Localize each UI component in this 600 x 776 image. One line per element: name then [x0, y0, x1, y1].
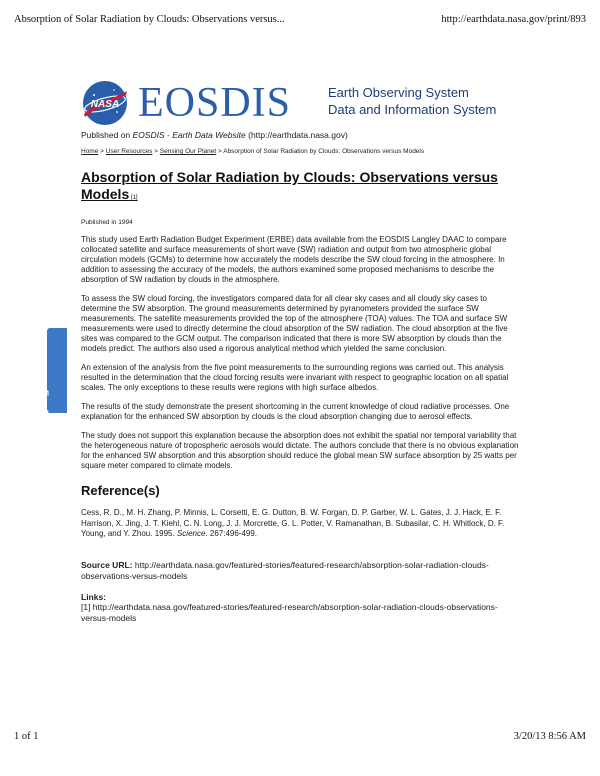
published-on: Published on EOSDIS - Earth Data Website (http://earthdata.nasa.gov) [81, 130, 348, 140]
paragraph-1: This study used Earth Radiation Budget Experiment (ERBE) data available from the EOSDIS Langley DAAC to compare collocated satellite and surface measurements of short wave (SW) radiation and output from two atmospheric global circulation models (GCMs) to determine how accurately the models describe the SW cloud forcing in the atmosphere. In addition to assessing the accuracy of the models, the authors examined some proposed mechanisms to describe the absorption of SW radiation by clouds in the atmosphere. [81, 235, 507, 284]
site-url-link[interactable]: http://earthdata.nasa.gov [250, 130, 345, 140]
citation: Cess, R. D., M. H. Zhang, P. Minnis, L. Corsetti, E. G. Dutton, B. W. Forgan, D. P. Garber, W. L. Gates, J. J. Hack, E. F. Harrison, X. Jing, J. T. Kiehl, C. N. Long, J. J. Morcrette, G. L. Potter, V. Ramanathan, B. Subasilar, C. H. Whitlock, D. F. Young, and Y. Zhou. 1995. Science. 267:496-499. [81, 508, 505, 538]
article [81, 130, 521, 624]
breadcrumb-user-resources[interactable]: User Resources [105, 148, 153, 155]
breadcrumb-current: Absorption of Solar Radiation by Clouds: Observations versus Models [223, 148, 425, 155]
paragraph-5: The study does not support this explanation because the absorption does not exhibit the spatial nor temporal variability that the heterogeneous nature of tropospheric aerosols would dictate. The authors conclude that there is no obvious explanation for the enhanced SW absorption and this absorption should reduce the global mean SW surface absorption by 25 watts per square meter compared to climate models. [81, 431, 519, 470]
paragraph-2: To assess the SW cloud forcing, the investigators compared data for all clear sky cases and all cloudy sky cases to determine the SW absorption. The ground measurements determined by pyranometers provided the surface SW measurements. The satellite measurements provided the top of the atmosphere (TOA) values. The TOA and surface SW measurements were used to directly determine the cloud absorption of the SW radiation. The cloud absorption at the five sites was compared to the GCM output. The comparison indicated that there is more SW absorption by clouds than the models predict. The authors also used a rigorous analytical method which yielded the same conclusion. [81, 294, 508, 353]
nasa-meatball-icon [80, 78, 130, 128]
print-timestamp: 3/20/13 8:56 AM [513, 731, 586, 742]
eosdis-wordmark: EOSDIS [138, 80, 292, 126]
eosdis-subtitle-line2: Data and Information System [328, 102, 497, 117]
paragraph-3: An extension of the analysis from the five point measurements to the surrounding regions was carried out. This analysis resulted in the determination that the cloud forcing results were invariant with respect to geographic location on all spatial scales. The only exceptions to these results were regions with high surface albedos. [81, 363, 509, 392]
eosdis-subtitle-line1: Earth Observing System [328, 85, 469, 100]
source-url [81, 560, 521, 582]
feedback-label: Feedback [39, 390, 50, 434]
breadcrumb: Home > User Resources > Sensing Our Planet > Absorption of Solar Radiation by Clouds: Observations versus Models [81, 148, 425, 155]
feedback-tab[interactable] [39, 328, 67, 434]
print-header-title: Absorption of Solar Radiation by Clouds: Observations versus... [14, 14, 285, 25]
breadcrumb-home[interactable]: Home [81, 148, 99, 155]
references-heading: Reference(s) [81, 483, 160, 498]
source-url-link[interactable]: http://earthdata.nasa.gov/featured-stories/featured-research/absorption-solar-radiation-clouds-observations-versus-models [81, 559, 489, 581]
page-count: 1 of 1 [14, 731, 39, 742]
citation-journal: Science [176, 529, 206, 538]
links-item: [1] http://earthdata.nasa.gov/featured-stories/featured-research/absorption-solar-radiation-clouds-observations-versus-models [81, 601, 498, 623]
page-title: Absorption of Solar Radiation by Clouds: Observations versus Models [1] [81, 169, 498, 202]
eosdis-subtitle [328, 84, 496, 118]
breadcrumb-sensing[interactable]: Sensing Our Planet [159, 148, 217, 155]
paragraph-4: The results of the study demonstrate the present shortcoming in the current knowledge of cloud radiative processes. One explanation for the enhanced SW absorption by clouds is the cloud absorption changing due to aerosol effects. [81, 402, 510, 421]
site-name: EOSDIS - Earth Data Website [132, 130, 246, 140]
nasa-logo-text: NASA [90, 99, 120, 110]
published-date: Published in 1994 [81, 219, 133, 226]
print-header-url: http://earthdata.nasa.gov/print/893 [441, 14, 586, 25]
title-ref: [1] [129, 195, 138, 201]
links-label: Links: [81, 591, 107, 602]
eosdis-logo[interactable] [80, 78, 520, 128]
source-label: Source URL: [81, 559, 133, 570]
